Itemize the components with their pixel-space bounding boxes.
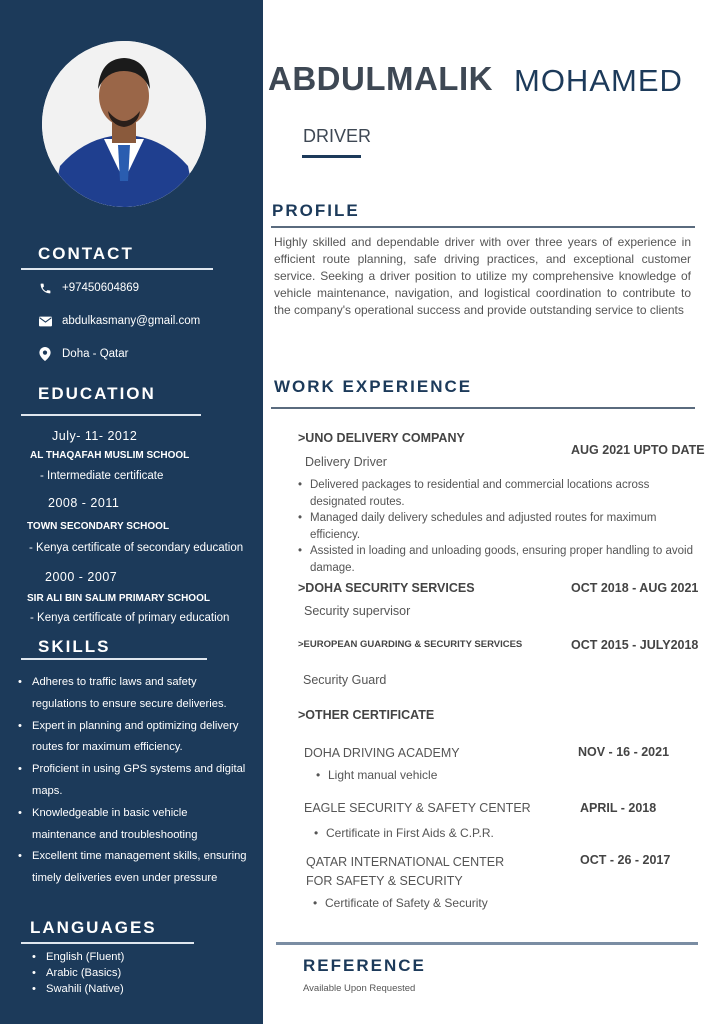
certificate-detail: • Certificate of Safety & Security <box>313 896 488 910</box>
first-name: ABDULMALIK <box>268 60 493 97</box>
job-title: DRIVER <box>303 126 372 146</box>
skills-list <box>18 672 253 890</box>
job-role: Security supervisor <box>304 604 411 618</box>
education-years: 2000 - 2007 <box>45 570 118 584</box>
list-item: • Managed daily delivery schedules and adjusted routes for maximum efficiency. <box>298 510 698 543</box>
certificate-date: APRIL - 2018 <box>580 801 657 815</box>
education-years: 2008 - 2011 <box>48 496 120 510</box>
company-name: >EUROPEAN GUARDING & SECURITY SERVICES <box>298 639 523 650</box>
certificate-date: OCT - 26 - 2017 <box>580 853 671 867</box>
education-divider <box>21 414 201 416</box>
education-detail: - Intermediate certificate <box>40 470 164 482</box>
company-name: >DOHA SECURITY SERVICES <box>298 581 475 595</box>
phone-number: +97450604869 <box>62 282 140 294</box>
list-item: • English (Fluent) <box>32 949 124 965</box>
contact-heading: CONTACT <box>38 244 134 263</box>
certificate-org: DOHA DRIVING ACADEMY <box>304 746 460 760</box>
contact-phone[interactable] <box>38 281 139 295</box>
languages-divider <box>21 942 194 944</box>
work-divider <box>271 407 695 409</box>
reference-divider <box>276 942 698 945</box>
reference-heading: REFERENCE <box>303 956 426 975</box>
list-item: • Knowledgeable in basic vehicle maintenance and troubleshooting <box>18 803 253 847</box>
list-item: • Proficient in using GPS systems and digital maps. <box>18 759 253 803</box>
job-title-underline <box>302 155 361 158</box>
job-role: Delivery Driver <box>305 455 387 469</box>
job-role: Security Guard <box>303 673 387 687</box>
last-name: MOHAMED <box>514 63 683 98</box>
languages-heading: LANGUAGES <box>30 918 157 937</box>
education-school: TOWN SECONDARY SCHOOL <box>27 521 170 532</box>
languages-list <box>32 949 124 997</box>
email-address: abdulkasmany@gmail.com <box>62 315 201 327</box>
list-item: • Arabic (Basics) <box>32 965 124 981</box>
list-item: • Delivered packages to residential and commercial locations across designated routes. <box>298 477 698 510</box>
education-detail: - Kenya certificate of secondary education <box>29 542 244 554</box>
list-item: • Adheres to traffic laws and safety regulations to ensure secure deliveries. <box>18 672 253 716</box>
contact-divider <box>21 268 213 270</box>
skills-heading: SKILLS <box>38 637 111 656</box>
sidebar <box>0 0 263 1024</box>
profile-divider <box>271 226 695 228</box>
job-dates: AUG 2021 UPTO DATE <box>571 443 705 457</box>
certificate-date: NOV - 16 - 2021 <box>578 745 670 759</box>
contact-email[interactable] <box>38 314 200 328</box>
phone-icon <box>38 281 52 295</box>
job-dates: OCT 2015 - JULY2018 <box>571 638 699 652</box>
email-icon <box>38 314 52 328</box>
education-years: July- 11- 2012 <box>52 429 138 443</box>
list-item: • Excellent time management skills, ensuring timely deliveries even under pressure <box>18 846 253 890</box>
profile-photo <box>42 41 206 207</box>
work-heading: WORK EXPERIENCE <box>274 377 473 396</box>
certificate-org: EAGLE SECURITY & SAFETY CENTER <box>304 801 531 815</box>
avatar-illustration <box>42 41 206 207</box>
education-school: AL THAQAFAH MUSLIM SCHOOL <box>30 450 190 461</box>
reference-text: Available Upon Requested <box>303 983 416 994</box>
profile-heading: PROFILE <box>272 201 360 220</box>
certificate-org: QATAR INTERNATIONAL CENTER <box>306 855 505 869</box>
certificate-detail: • Certificate in First Aids & C.P.R. <box>314 826 494 840</box>
contact-location <box>38 347 128 361</box>
job-dates: OCT 2018 - AUG 2021 <box>571 581 699 595</box>
list-item: • Expert in planning and optimizing delivery routes for maximum efficiency. <box>18 716 253 760</box>
certificates-heading: >OTHER CERTIFICATE <box>298 708 435 722</box>
location-pin-icon <box>38 347 52 361</box>
education-heading: EDUCATION <box>38 384 156 403</box>
certificate-org: FOR SAFETY & SECURITY <box>306 874 463 888</box>
education-detail: - Kenya certificate of primary education <box>30 612 230 624</box>
education-school: SIR ALI BIN SALIM PRIMARY SCHOOL <box>27 593 210 604</box>
list-item: • Swahili (Native) <box>32 981 124 997</box>
company-name: >UNO DELIVERY COMPANY <box>298 431 465 445</box>
duties-list <box>298 477 698 576</box>
certificate-detail: • Light manual vehicle <box>316 768 437 782</box>
list-item: • Assisted in loading and unloading goods, ensuring proper handling to avoid damage. <box>298 543 698 576</box>
skills-divider <box>21 658 207 660</box>
location-text: Doha - Qatar <box>62 348 129 360</box>
profile-text: Highly skilled and dependable driver with over three years of experience in efficient route planning, safe driving practices, and exceptional customer service. Seeking a driver position to utilize my comprehensive knowledge of vehicle maintenance, navigation, and logistical coordination to contribute to the company's operational success and provide outstanding service to clients <box>274 235 691 317</box>
